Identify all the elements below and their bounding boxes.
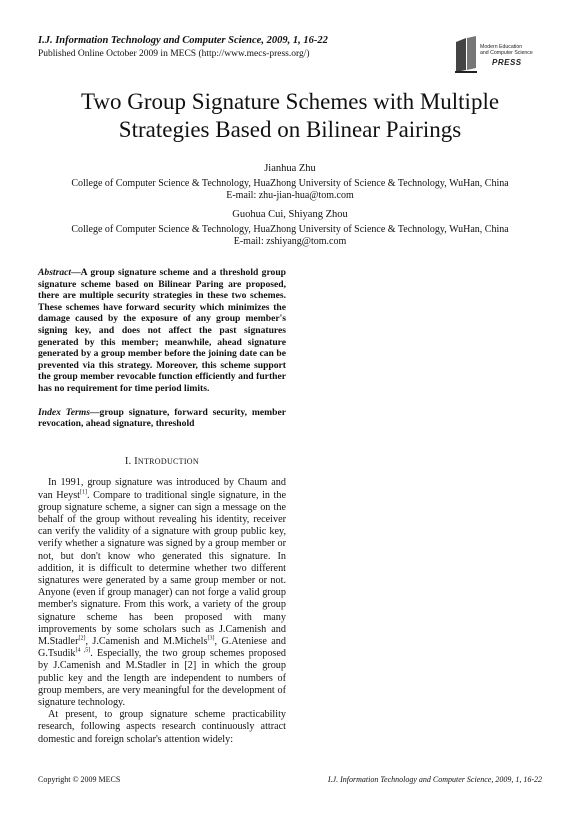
intro-text: , J.Camenish and M.Michels: [85, 635, 208, 647]
author-email: E-mail: zhu-jian-hua@tom.com: [226, 190, 354, 201]
index-terms-text: —group signature, forward security, member revocation, ahead signature, threshold: [38, 406, 286, 430]
abstract-label: Abstract: [38, 267, 72, 278]
intro-text: . Especially, the two group schemes proposed by J.Camenish and M.Stadler in [2] in which the group public key and the length are independent to numbers of group members, are very meaningful for the development of signature technology.: [38, 648, 287, 708]
press-book-icon: [452, 34, 482, 74]
title-line-1: Two Group Signature Schemes with Multiple: [80, 89, 500, 114]
logo-press: PRESS: [492, 58, 522, 67]
citation: [2]: [78, 635, 86, 642]
mecs-press-logo: [452, 34, 547, 76]
intro-text: . Compare to traditional single signature, in the group signature scheme, a signer can sign a message on the behalf of the group without revealing his identity, receiver can verify the validity of a signature with group public key, verify whether a signature was signed by a group member or not, but don't know who generated this signature. In addition, it is difficult to determine whether two different signatures were generated by a same group member or not. Anyone (even if group manager) can not forge a valid group member's signature. From this work, a variety of the group signature scheme has been proposed with many improvements by some scholars such as J.Camenish and M.Stadler: [38, 489, 286, 647]
author-block-1: [40, 163, 540, 203]
left-column: [38, 267, 286, 746]
author-email: E-mail: zshiyang@tom.com: [233, 236, 347, 247]
section-initial: I: [134, 455, 138, 467]
logo-text-2: and Computer Science: [480, 50, 533, 56]
abstract-text: —A group signature scheme and a threshold group signature scheme based on Bilinear Paring are proposed, there are multiple security strategies in these two schemes. These schemes have forward security which minimizes the damage caused by the exposure of any group member's signing key, and does not affect the past signatures generated by this member; meanwhile, ahead signature generated by a group member before the joining date can be prevented via this strategy. Moreover, this scheme support the group member revocable function efficiently and further has no requirement for time period limits.: [38, 267, 286, 394]
index-terms-label: Index Terms: [38, 406, 90, 418]
section-rest: NTRODUCTION: [137, 456, 199, 466]
intro-paragraph-2: At present, to group signature scheme practicability research, following aspects research continuously attract domestic and foreign scholar's attention widely:: [38, 709, 286, 745]
abstract: [38, 267, 286, 395]
footer-journal: I.J. Information Technology and Computer Science, 2009, 1, 16-22: [327, 775, 542, 784]
title-line-2: Strategies Based on Bilinear Pairings: [118, 117, 462, 142]
author-name: Guohua Cui, Shiyang Zhou: [232, 209, 348, 220]
index-terms: [38, 407, 286, 430]
citation: [4 ,5]: [75, 647, 91, 654]
author-block-2: [40, 209, 540, 249]
journal-line: I.J. Information Technology and Computer Science, 2009, 1, 16-22: [38, 35, 328, 46]
intro-text: , G.Ateniese and G.Tsudik: [38, 635, 286, 660]
logo-text-1: Modern Education: [480, 44, 523, 50]
citation: [1]: [80, 489, 88, 496]
journal-header: [38, 34, 468, 60]
author-affiliation: College of Computer Science & Technology, HuaZhong University of Science & Technology, WuHan, China: [71, 223, 509, 235]
published-line: Published Online October 2009 in MECS (http://www.mecs-press.org/): [38, 49, 310, 59]
paper-title: [30, 88, 550, 144]
author-affiliation: College of Computer Science & Technology, HuaZhong University of Science & Technology, WuHan, China: [71, 177, 509, 189]
footer-copyright: Copyright © 2009 MECS: [38, 775, 121, 784]
section-heading: [38, 456, 286, 468]
citation: [3]: [207, 635, 215, 642]
intro-paragraph-1: [38, 477, 286, 709]
author-name: Jianhua Zhu: [264, 163, 316, 174]
intro-text: In 1991, group signature was introduced by Chaum and van Heyst: [38, 477, 286, 501]
section-number: I.: [125, 455, 135, 467]
